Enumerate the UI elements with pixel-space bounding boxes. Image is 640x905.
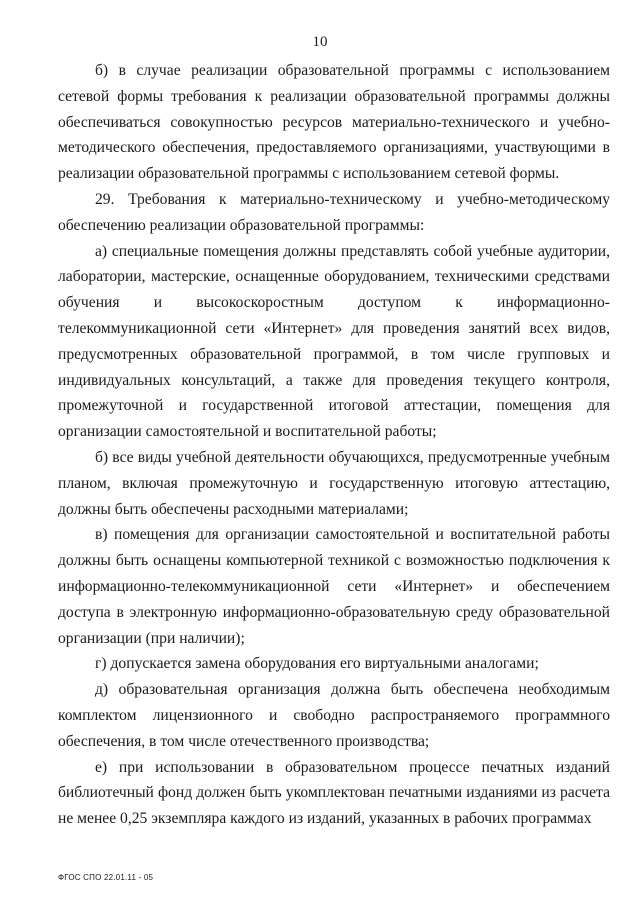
paragraph-v-computer-equipment: в) помещения для организации самостоятельной и воспитательной работы должны быть оснащены компьютерной техникой с возможностью подключения к информационно-телекоммуникационной сети «Интернет» и обеспечением доступа в электронную информационно-образовательную среду образовательной организации (при наличии); xyxy=(58,526,610,647)
paragraph-a-special-rooms: а) специальные помещения должны представлять собой учебные аудитории, лаборатории, мастерские, оснащенные оборудованием, техническими средствами обучения и высокоскоростным доступом к информационно-телекоммуникационной сети «Интернет» для проведения занятий всех видов, предусмотренных образовательной программой, в том числе групповых и индивидуальных консультаций, а также для проведения текущего контроля, промежуточной и государственной итоговой аттестации, помещения для организации самостоятельной и воспитательной работы; xyxy=(58,242,610,441)
document-body xyxy=(58,58,610,832)
paragraph-g-virtual-analogs: г) допускается замена оборудования его виртуальными аналогами; xyxy=(95,655,539,673)
footer-document-code: ФГОС СПО 22.01.11 - 05 xyxy=(58,873,154,882)
paragraph-b-consumables: б) все виды учебной деятельности обучающихся, предусмотренные учебным планом, включая промежуточную и государственную итоговую аттестацию, должны быть обеспечены расходными материалами; xyxy=(58,448,610,518)
paragraph-29-requirements: 29. Требования к материально-техническому и учебно-методическому обеспечению реализации образовательной программы: xyxy=(58,190,610,234)
paragraph-b-network-form: б) в случае реализации образовательной программы с использованием сетевой формы требования к реализации образовательной программы должны обеспечиваться совокупностью ресурсов материально-технического и учебно-методического обеспечения, предоставляемого организациями, участвующими в реализации образовательной программы с использованием сетевой формы. xyxy=(58,62,610,183)
page-number: 10 xyxy=(312,34,328,50)
paragraph-d-software: д) образовательная организация должна быть обеспечена необходимым комплектом лицензионного и свободно распространяемого программного обеспечения, в том числе отечественного производства; xyxy=(58,681,610,750)
paragraph-e-library-fund: е) при использовании в образовательном процессе печатных изданий библиотечный фонд должен быть укомплектован печатными изданиями из расчета не менее 0,25 экземпляра каждого из изданий, указанных в рабочих программах xyxy=(58,758,610,828)
